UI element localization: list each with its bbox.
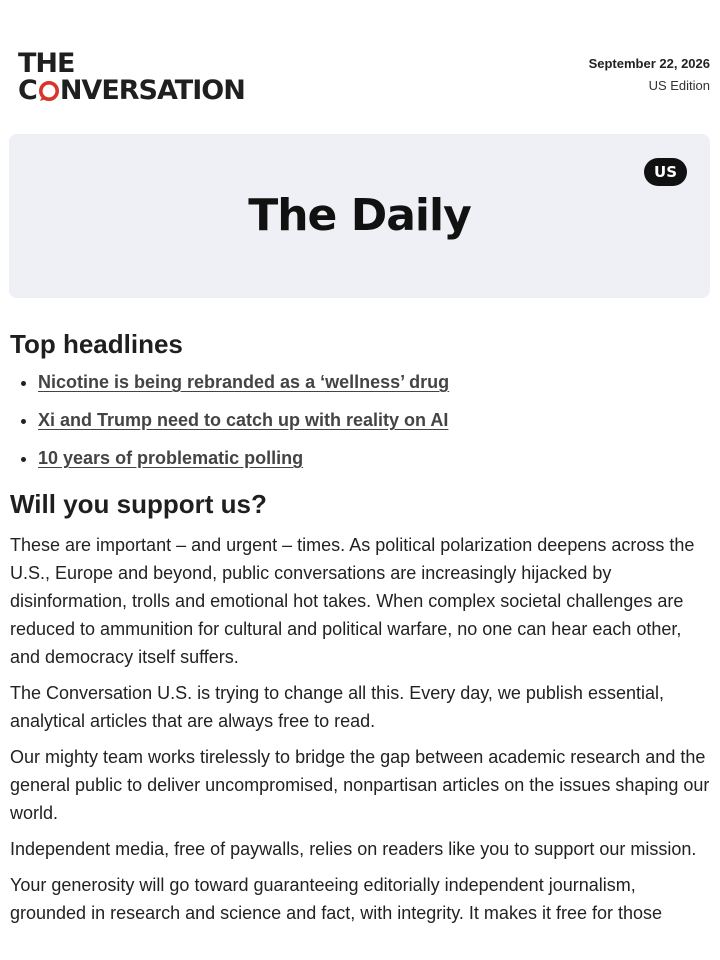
headline-link-nicotine[interactable]: Nicotine is being rebranded as a ‘wellness’ drug	[38, 372, 450, 392]
logo-letter-c: C	[18, 75, 37, 106]
edition-badge: US	[644, 158, 687, 186]
hero-banner	[9, 134, 710, 298]
the-conversation-logo[interactable]	[18, 50, 245, 104]
support-title: Will you support us?	[10, 489, 267, 519]
headline-list	[10, 371, 715, 469]
newsletter-date: September 22, 2026	[588, 56, 710, 71]
top-headlines-title: Top headlines	[10, 329, 183, 359]
newsletter-title: The Daily	[248, 190, 471, 241]
main-content	[10, 325, 715, 927]
speech-bubble-o-icon	[38, 80, 59, 101]
support-paragraph: Our mighty team works tirelessly to bridge the gap between academic research and the general public to deliver uncompromised, nonpartisan articles on the issues shaping our world.	[10, 747, 710, 823]
support-paragraph: Your generosity will go toward guaranteeing editorially independent journalism, grounded in research and science and fact, with integrity. It makes it free for those	[10, 875, 663, 923]
logo-rest: NVERSATION	[59, 75, 245, 106]
headline-item	[38, 447, 715, 469]
headline-link-xi-trump-ai[interactable]: Xi and Trump need to catch up with reality on AI	[38, 410, 449, 430]
headline-item	[38, 371, 715, 393]
logo-line-2	[18, 77, 245, 104]
headline-item	[38, 409, 715, 431]
logo-line-1: THE	[18, 48, 75, 79]
headline-link-polling[interactable]: 10 years of problematic polling	[38, 448, 304, 468]
edition-meta	[589, 56, 710, 94]
support-paragraph: These are important – and urgent – times. As political polarization deepens across the U.S., Europe and beyond, public conversations are increasingly hijacked by disinformation, trolls and emotional hot takes. When complex societal challenges are reduced to ammunition for cultural and political warfare, no one can hear each other, and democracy itself suffers.	[10, 535, 695, 667]
header	[0, 0, 720, 120]
support-paragraph: Independent media, free of paywalls, relies on readers like you to support our mission.	[10, 839, 697, 859]
support-paragraph: The Conversation U.S. is trying to change all this. Every day, we publish essential, analytical articles that are always free to read.	[10, 683, 664, 731]
edition-label: US Edition	[648, 78, 710, 93]
